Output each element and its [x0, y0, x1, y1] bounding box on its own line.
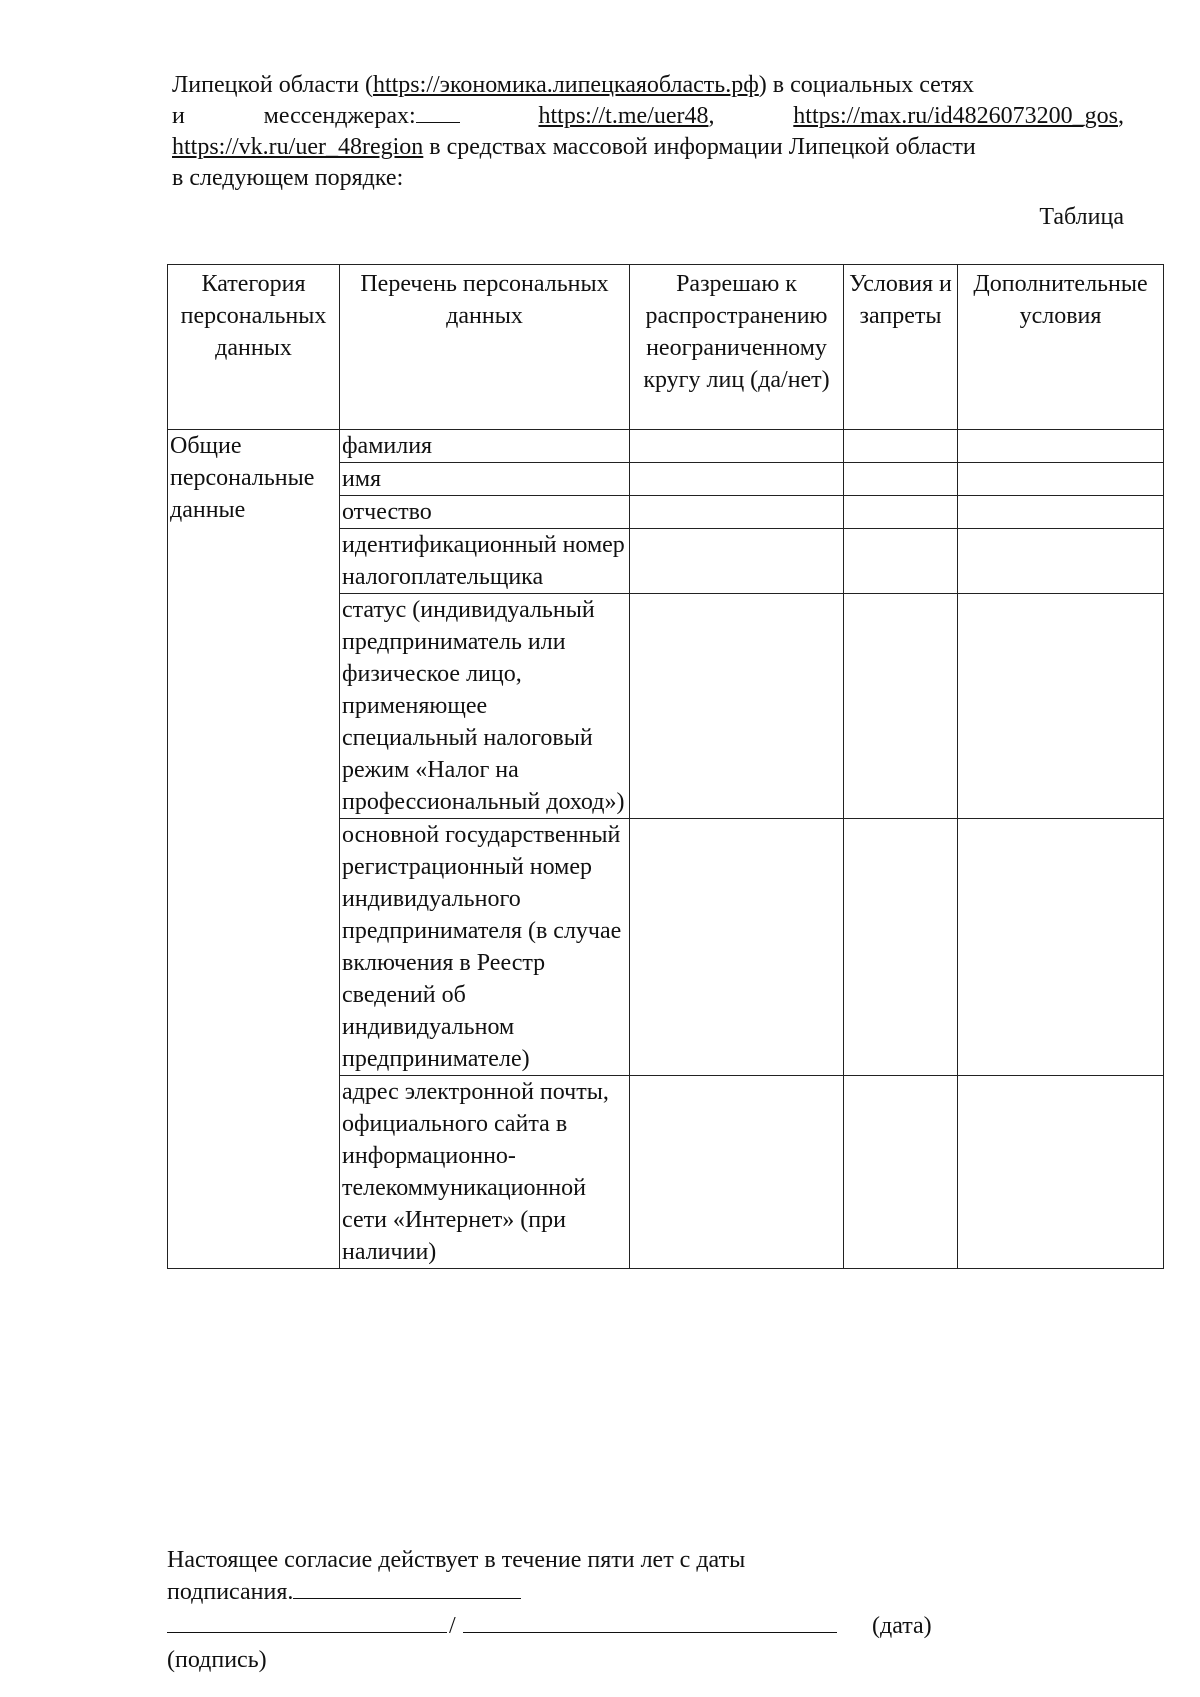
underline-blank — [416, 102, 460, 123]
messengers-label: мессенджерах: — [263, 103, 416, 129]
table-row — [168, 430, 1164, 463]
intro-line4-text: в следующем порядке: — [172, 165, 404, 191]
category-cell: Общие персональные данные — [168, 430, 340, 1269]
conditions-cell[interactable] — [844, 819, 958, 1076]
conditions-cell[interactable] — [844, 529, 958, 594]
additional-conditions-cell[interactable] — [958, 594, 1164, 819]
intro-line1-suffix: ) в социальных сетях — [758, 72, 975, 98]
intro-line-4 — [172, 163, 1124, 194]
data-item-cell: основной государственный регистрационный номер индивидуального предпринимателя (в случае включения в Реестр сведений об индивидуальном предпринимателе) — [340, 819, 630, 1076]
header-data-list: Перечень персональных данных — [340, 265, 630, 430]
additional-conditions-cell[interactable] — [958, 819, 1164, 1076]
header-permission: Разрешаю к распространению неограниченному кругу лиц (да/нет) — [630, 265, 844, 430]
data-item-cell: адрес электронной почты, официального сайта в информационно-телекоммуникационной сети «Интернет» (при наличии) — [340, 1076, 630, 1269]
permission-cell[interactable] — [630, 1076, 844, 1269]
additional-conditions-cell[interactable] — [958, 529, 1164, 594]
name-blank-field[interactable] — [463, 1610, 837, 1633]
table-header-row — [168, 265, 1164, 430]
intro-line2-messengers — [264, 101, 460, 132]
permission-cell[interactable] — [630, 819, 844, 1076]
date-blank-field[interactable] — [293, 1576, 521, 1599]
footer-block — [167, 1544, 1167, 1676]
header-additional-conditions: Дополнительные условия — [958, 265, 1164, 430]
additional-conditions-cell[interactable] — [958, 496, 1164, 529]
intro-line-1 — [172, 70, 1124, 101]
intro-line2-word1: и — [172, 103, 185, 129]
conditions-cell[interactable] — [844, 430, 958, 463]
data-item-cell: фамилия — [340, 430, 630, 463]
permission-cell[interactable] — [630, 529, 844, 594]
validity-line-2-text: подписания. — [167, 1579, 294, 1605]
data-item-cell: отчество — [340, 496, 630, 529]
permission-cell[interactable] — [630, 430, 844, 463]
conditions-cell[interactable] — [844, 594, 958, 819]
permission-cell[interactable] — [630, 594, 844, 819]
data-item-cell: статус (индивидуальный предприниматель или физическое лицо, применяющее специальный налоговый режим «Налог на профессиональный доход») — [340, 594, 630, 819]
intro-line-3 — [172, 132, 1124, 163]
validity-line-2 — [167, 1576, 1167, 1608]
intro-line1-prefix: Липецкой области ( — [172, 72, 373, 98]
signature-row — [167, 1610, 1167, 1644]
intro-paragraph — [172, 70, 1124, 194]
consent-table — [167, 264, 1164, 1269]
data-item-cell: имя — [340, 463, 630, 496]
intro-line3-text: в средствах массовой информации Липецкой области — [423, 134, 976, 160]
permission-cell[interactable] — [630, 463, 844, 496]
conditions-cell[interactable] — [844, 496, 958, 529]
additional-conditions-cell[interactable] — [958, 430, 1164, 463]
signature-label: (подпись) — [167, 1647, 267, 1673]
economy-site-link[interactable]: https://экономика.липецкаяобласть.рф — [372, 72, 759, 98]
comma: , — [708, 103, 715, 129]
additional-conditions-cell[interactable] — [958, 1076, 1164, 1269]
permission-cell[interactable] — [630, 496, 844, 529]
table-caption: Таблица — [1039, 204, 1124, 230]
vk-link[interactable]: https://vk.ru/uer_48region — [172, 134, 424, 160]
telegram-link[interactable]: https://t.me/uer48 — [538, 103, 709, 129]
header-conditions: Условия и запреты — [844, 265, 958, 430]
date-label: (дата) — [872, 1613, 932, 1639]
conditions-cell[interactable] — [844, 463, 958, 496]
comma-end: , — [1117, 103, 1124, 129]
conditions-cell[interactable] — [844, 1076, 958, 1269]
data-item-cell: идентификационный номер налогоплательщика — [340, 529, 630, 594]
intro-line-2 — [172, 101, 1124, 132]
header-category: Категория персональных данных — [168, 265, 340, 430]
intro-line2-max — [793, 101, 1124, 132]
max-link[interactable]: https://max.ru/id4826073200_gos — [793, 103, 1118, 129]
signature-slash: / — [449, 1613, 456, 1639]
signature-blank-field[interactable] — [167, 1610, 447, 1633]
intro-line2-telegram — [538, 101, 714, 132]
validity-line-1: Настоящее согласие действует в течение пяти лет с даты — [167, 1547, 746, 1573]
additional-conditions-cell[interactable] — [958, 463, 1164, 496]
